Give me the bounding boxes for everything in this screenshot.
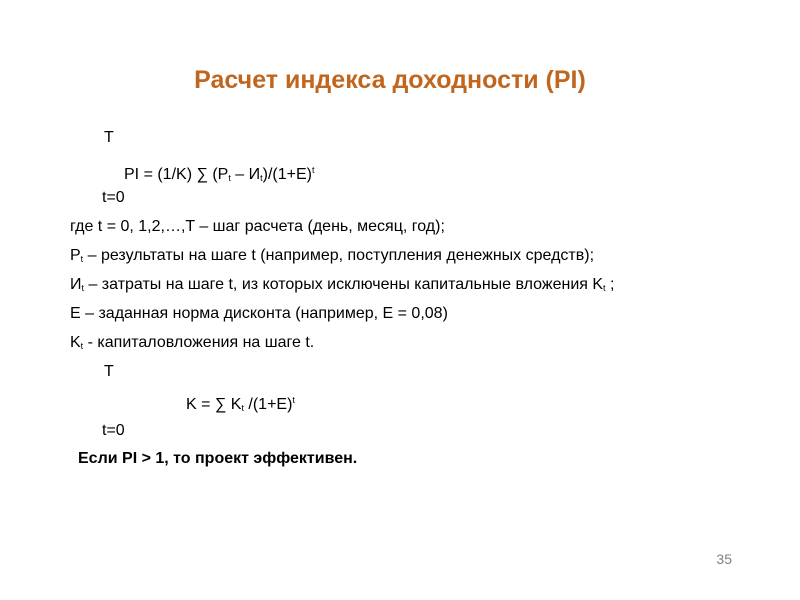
formula1-lower-limit: t=0	[102, 189, 125, 206]
formula1-prefix: PI = (1/K) ∑ (P	[124, 166, 229, 183]
definition-line-3-text: – затраты на шаге t, из которых исключены капитальные вложения K	[84, 276, 604, 293]
formula2-lower-limit: t=0	[102, 422, 125, 439]
formula1-sup-t: t	[312, 165, 315, 175]
formula2-sub-t: t	[241, 403, 244, 413]
formula2-upper-limit: T	[104, 363, 114, 380]
definition-line-2-text: – результаты на шаге t (например, поступления денежных средств);	[83, 247, 595, 264]
formula2-suffix: /(1+E)	[243, 396, 293, 413]
formula1-suffix: )/(1+E)	[262, 166, 312, 183]
definition-line-5-prefix: K	[70, 334, 81, 351]
definition-line-3-sub: t	[81, 283, 85, 293]
definition-line-2-prefix: P	[70, 247, 81, 264]
conclusion: Если PI > 1, то проект эффективен.	[78, 450, 358, 467]
definition-line-3	[70, 275, 614, 298]
formula1-sub-t1: t	[228, 173, 231, 183]
formula2-prefix: K = ∑ K	[186, 396, 242, 413]
formula2-expression	[186, 390, 295, 418]
definition-line-1: где t = 0, 1,2,…,T – шаг расчета (день, месяц, год);	[70, 218, 445, 235]
formula1-middle: – И	[230, 166, 261, 183]
definition-line-3-prefix: И	[70, 276, 82, 293]
definition-line-2-sub: t	[80, 254, 84, 264]
definition-line-5	[70, 333, 314, 356]
formula2-sup-t: t	[292, 395, 295, 405]
definition-line-4: E – заданная норма дисконта (например, E = 0,08)	[70, 305, 448, 322]
formula1-expression	[124, 160, 315, 188]
slide-title: Расчет индекса доходности (PI)	[194, 66, 586, 94]
page-number: 35	[716, 551, 732, 567]
definition-line-3-sub2: t	[603, 283, 606, 293]
formula1-upper-limit: T	[104, 129, 114, 146]
definition-line-5-sub: t	[80, 341, 84, 351]
formula1-sub-t2: t	[260, 173, 263, 183]
definition-line-2	[70, 246, 594, 269]
definition-line-3-end: ;	[605, 276, 615, 293]
definition-line-5-text: - капиталовложения на шаге t.	[83, 334, 315, 351]
